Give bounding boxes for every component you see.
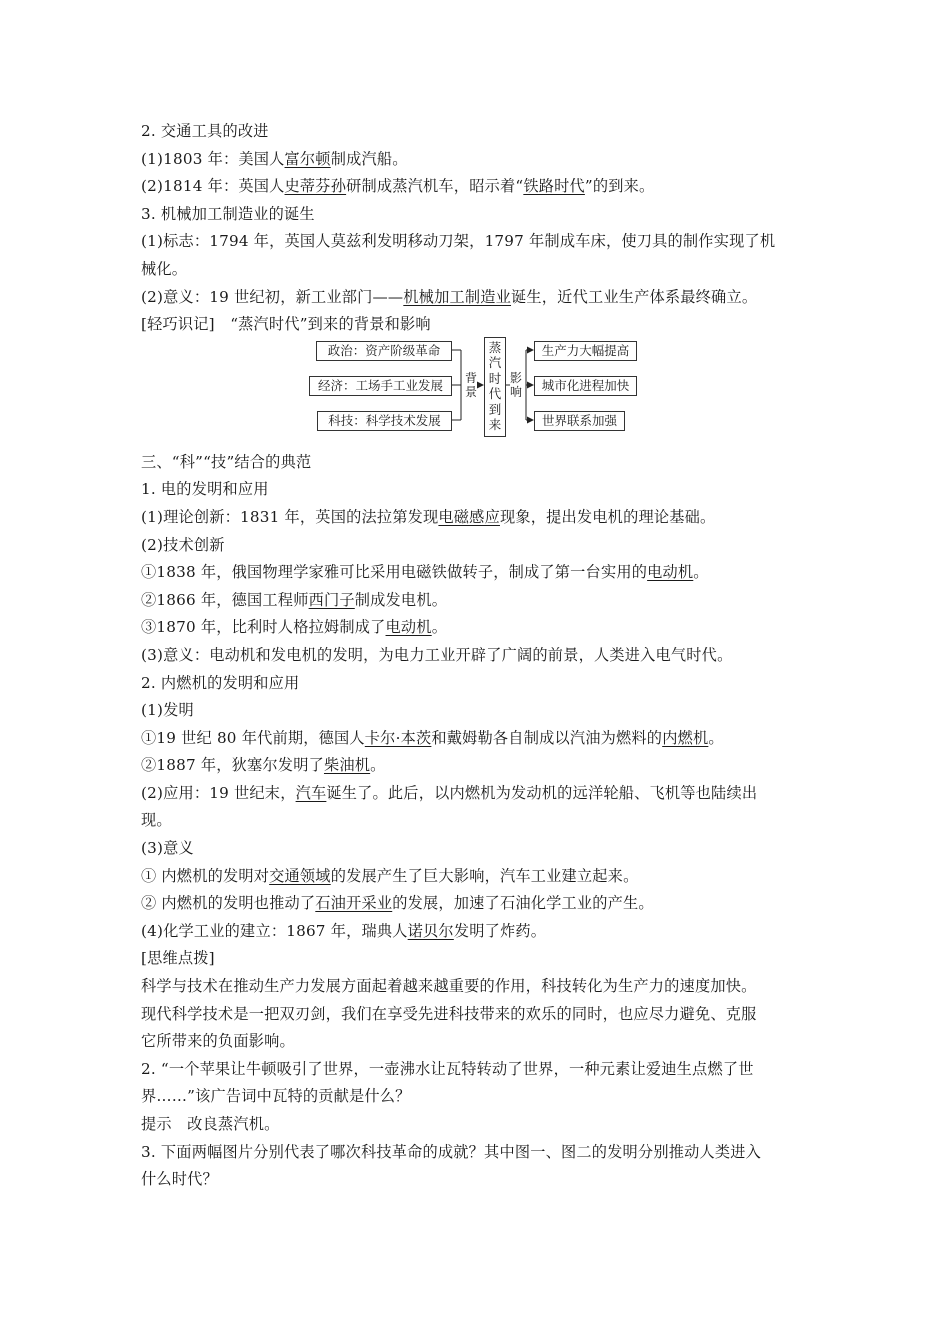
text-line — [141, 807, 821, 835]
text-span: 现代科学技术是一把双刃剑，我们在享受先进科技带来的欢乐的同时，也应尽力避免、克服 — [141, 1004, 757, 1023]
underlined-answer: 内燃机 — [662, 728, 709, 747]
text-span: ”的到来。 — [584, 177, 655, 196]
underlined-answer: 富尔顿 — [284, 149, 331, 168]
underlined-answer: 石油开采业 — [315, 894, 393, 913]
text-line — [141, 945, 821, 973]
text-line — [141, 863, 821, 891]
text-line — [141, 642, 821, 670]
text-span: 现。 — [141, 811, 172, 830]
diagram-left-box: 政治：资产阶级革命 — [316, 341, 452, 361]
text-span: (1)发明 — [141, 701, 194, 720]
diagram-arrows — [141, 343, 821, 443]
underlined-answer: 铁路时代 — [523, 177, 585, 196]
text-span: 的发展，加速了石油化学工业的产生。 — [392, 894, 654, 913]
underlined-answer: 卡尔·本茨 — [364, 728, 432, 747]
text-span: (2)意义：19 世纪初，新工业部门—— — [141, 287, 404, 306]
text-line — [141, 476, 821, 504]
text-span: 2. 交通工具的改进 — [141, 122, 269, 140]
text-line — [141, 284, 821, 312]
underlined-answer: 机械加工制造业 — [403, 287, 512, 306]
text-span: 科学与技术在推动生产力发展方面起着越来越重要的作用，科技转化为生产力的速度加快。 — [141, 977, 757, 996]
underlined-answer: 柴油机 — [323, 756, 371, 775]
underlined-answer: 史蒂芬孙 — [284, 177, 347, 196]
text-span: (1)标志：1794 年，英国人莫兹利发明移动刀架，1797 年制成车床，使刀具的制作实现了机 — [141, 232, 776, 251]
text-line — [141, 1056, 821, 1084]
text-span: 2. 内燃机的发明和应用 — [141, 673, 300, 692]
text-span: ①19 世纪 80 年代前期，德国人 — [141, 728, 365, 747]
text-line — [141, 780, 821, 808]
text-span: ② 内燃机的发明也推动了 — [141, 894, 316, 913]
text-span: 3. 机械加工制造业的诞生 — [141, 204, 315, 223]
underlined-answer: 电动机 — [647, 563, 694, 582]
text-span: ②1866 年，德国工程师 — [141, 590, 309, 609]
text-span: (2)1814 年：英国人 — [141, 177, 285, 196]
underlined-answer: 电动机 — [385, 618, 432, 637]
text-span: (2)应用：19 世纪末， — [141, 783, 296, 802]
underlined-answer: 交通领域 — [269, 866, 331, 885]
text-span: 2. “一个苹果让牛顿吸引了世界，一壶沸水让瓦特转动了世界，一种元素让爱迪生点燃了世 — [141, 1059, 754, 1078]
text-line — [141, 256, 821, 284]
diagram-left-box: 经济：工场手工业发展 — [309, 376, 452, 396]
text-span: 械化。 — [141, 259, 188, 278]
text-span: 。 — [370, 756, 386, 775]
text-span: ① 内燃机的发明对 — [141, 866, 270, 885]
text-line — [141, 1083, 821, 1111]
diagram-label-background: 背 景 — [464, 370, 477, 399]
text-line — [141, 1001, 821, 1029]
diagram-center-box: 蒸 汽 时 代 到 来 — [484, 337, 506, 437]
diagram-right-box: 世界联系加强 — [534, 411, 625, 431]
text-span: 3. 下面两幅图片分别代表了哪次科技革命的成就？其中图一、图二的发明分别推动人类进入 — [141, 1142, 762, 1161]
text-line — [141, 146, 821, 174]
text-line — [141, 504, 821, 532]
section-science-technology — [141, 449, 821, 1194]
text-span: 提示 改良蒸汽机。 — [141, 1115, 280, 1133]
section-steam-age — [141, 118, 821, 339]
text-line — [141, 890, 821, 918]
text-line — [141, 670, 821, 698]
text-line — [141, 614, 821, 642]
text-span: 。 — [708, 728, 724, 747]
text-span: 现象，提出发电机的理论基础。 — [499, 507, 716, 526]
text-line — [141, 835, 821, 863]
text-span: ②1887 年，狄塞尔发明了 — [141, 756, 324, 775]
text-line — [141, 918, 821, 946]
text-line — [141, 449, 821, 477]
document-page — [141, 118, 821, 1194]
diagram-right-box: 生产力大幅提高 — [534, 341, 637, 361]
text-line — [141, 559, 821, 587]
text-span: 诞生了。此后，以内燃机为发动机的远洋轮船、飞机等也陆续出 — [326, 783, 758, 802]
text-line — [141, 752, 821, 780]
text-line — [141, 201, 821, 229]
text-span: (1)理论创新：1831 年，英国的法拉第发现 — [141, 507, 439, 526]
text-span: 研制成蒸汽机车，昭示着“ — [346, 177, 524, 196]
text-span: [轻巧识记] “蒸汽时代”到来的背景和影响 — [141, 315, 431, 334]
text-span: 。 — [693, 563, 709, 582]
text-line — [141, 1139, 821, 1167]
text-line — [141, 532, 821, 560]
text-span: 和戴姆勒各自制成以汽油为燃料的 — [431, 728, 663, 747]
text-line — [141, 587, 821, 615]
text-span: 。 — [431, 618, 448, 637]
text-span: (1)1803 年：美国人 — [141, 149, 285, 168]
text-line — [141, 311, 821, 339]
text-span: ①1838 年，俄国物理学家雅可比采用电磁铁做转子，制成了第一台实用的 — [141, 563, 648, 582]
text-span: 发明了炸药。 — [453, 921, 547, 940]
diagram-right-box: 城市化进程加快 — [534, 376, 637, 396]
text-span: (4)化学工业的建立：1867 年，瑞典人 — [141, 921, 408, 940]
text-line — [141, 697, 821, 725]
underlined-answer: 西门子 — [308, 590, 355, 609]
text-line — [141, 1166, 821, 1194]
text-span: 什么时代？ — [141, 1170, 218, 1189]
text-line — [141, 228, 821, 256]
text-span: [思维点拨] — [141, 949, 215, 968]
text-line — [141, 118, 821, 146]
diagram-left-box: 科技：科学技术发展 — [317, 411, 452, 431]
text-span: 制成发电机。 — [354, 590, 448, 609]
text-span: 制成汽船。 — [330, 149, 408, 168]
underlined-answer: 汽车 — [295, 783, 327, 802]
diagram-label-effect: 影 响 — [509, 370, 522, 399]
text-span: (2)技术创新 — [141, 535, 225, 554]
underlined-answer: 诺贝尔 — [407, 921, 454, 940]
text-span: 1. 电的发明和应用 — [141, 480, 269, 499]
text-line — [141, 1111, 821, 1139]
text-span: 的发展产生了巨大影响，汽车工业建立起来。 — [330, 866, 639, 885]
text-span: 诞生，近代工业生产体系最终确立。 — [511, 287, 758, 306]
text-span: 界……”该广告词中瓦特的贡献是什么？ — [141, 1087, 411, 1106]
text-span: ③1870 年，比利时人格拉姆制成了 — [141, 618, 386, 637]
text-span: 三、“科”“技”结合的典范 — [141, 452, 312, 471]
text-span: (3)意义：电动机和发电机的发明，为电力工业开辟了广阔的前景，人类进入电气时代。 — [141, 645, 733, 664]
text-line — [141, 173, 821, 201]
underlined-answer: 电磁感应 — [438, 507, 500, 526]
text-span: (3)意义 — [141, 839, 194, 858]
steam-age-diagram — [141, 339, 821, 443]
text-line — [141, 973, 821, 1001]
text-line — [141, 725, 821, 753]
text-span: 它所带来的负面影响。 — [141, 1032, 295, 1051]
text-line — [141, 1028, 821, 1056]
